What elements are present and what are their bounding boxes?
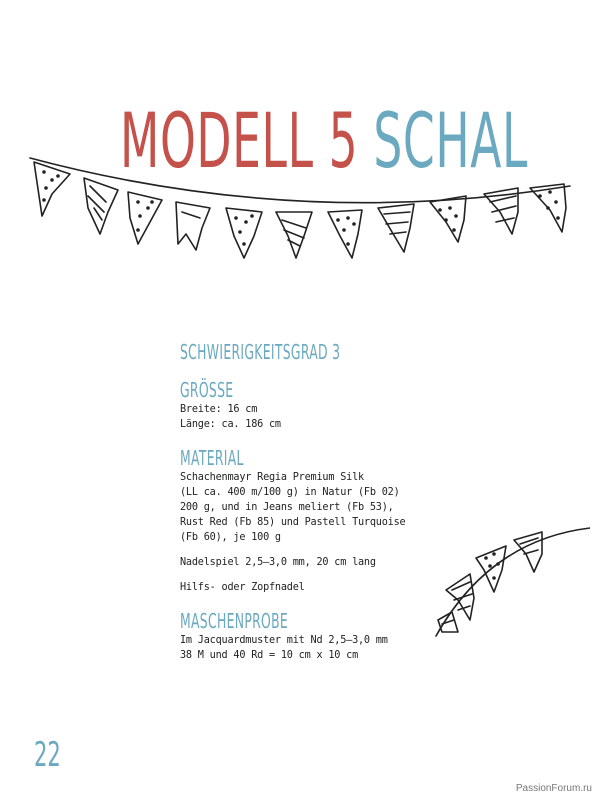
yarn-line: Schachenmayr Regia Premium Silk bbox=[180, 472, 364, 483]
size-width: Breite: 16 cm bbox=[180, 404, 258, 415]
gauge-line: Im Jacquardmuster mit Nd 2,5–3,0 mm bbox=[180, 635, 388, 646]
watermark: PassionForum.ru bbox=[515, 783, 592, 794]
bunting-garland-illustration bbox=[0, 150, 600, 270]
size-length: Länge: ca. 186 cm bbox=[180, 419, 281, 430]
yarn-line: 200 g, und in Jeans meliert (Fb 53), bbox=[180, 502, 394, 513]
material-needles: Nadelspiel 2,5–3,0 mm, 20 cm lang bbox=[180, 557, 376, 568]
size-heading: GRÖSSE bbox=[180, 378, 234, 402]
title-model: MODELL 5 bbox=[120, 95, 359, 185]
bunting-garland-small-illustration bbox=[430, 520, 590, 640]
page-number: 22 bbox=[34, 735, 61, 775]
difficulty-heading: SCHWIERIGKEITSGRAD 3 bbox=[180, 340, 341, 364]
yarn-line: (LL ca. 400 m/100 g) in Natur (Fb 02) bbox=[180, 487, 400, 498]
material-aux: Hilfs- oder Zopfnadel bbox=[180, 582, 305, 593]
gauge-line: 38 M und 40 Rd = 10 cm x 10 cm bbox=[180, 650, 359, 661]
size-text bbox=[180, 402, 480, 432]
material-heading: MATERIAL bbox=[180, 446, 244, 470]
yarn-line: Rust Red (Fb 85) und Pastell Turquoise bbox=[180, 517, 406, 528]
title-item: SCHAL bbox=[373, 95, 529, 185]
gauge-heading: MASCHENPROBE bbox=[180, 609, 289, 633]
yarn-line: (Fb 60), je 100 g bbox=[180, 532, 281, 543]
